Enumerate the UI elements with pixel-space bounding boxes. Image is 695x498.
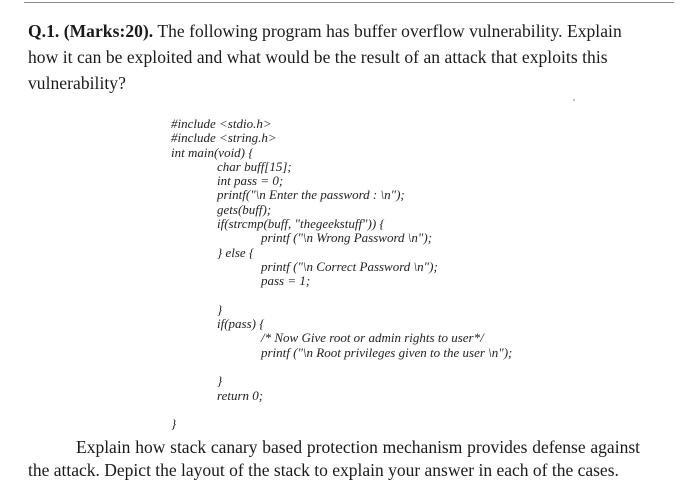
code-line: [171, 360, 631, 374]
code-line: int main(void) {: [171, 144, 254, 160]
code-line: printf ("\n Wrong Password \n");: [261, 230, 433, 246]
code-line: [171, 289, 631, 303]
code-line: int pass = 0;: [217, 173, 284, 189]
code-line: return 0;: [217, 387, 264, 403]
question-label: Q.1. (Marks:20).: [28, 21, 154, 41]
scan-speck: [573, 99, 575, 101]
code-line: if(strcmp(buff, "thegeekstuff")) {: [217, 216, 385, 232]
code-line: pass = 1;: [261, 273, 311, 289]
code-line: char buff[15];: [217, 158, 292, 174]
code-line: printf("\n Enter the password : \n");: [217, 187, 405, 203]
code-line: /* Now Give root or admin rights to user*/: [261, 330, 484, 346]
top-divider: [24, 2, 674, 3]
code-line: #include <string.h>: [171, 130, 277, 146]
code-line: #include <stdio.h>: [171, 116, 272, 131]
code-line: if(pass) {: [217, 316, 265, 332]
code-line: gets(buff);: [217, 201, 272, 217]
code-line: printf ("\n Correct Password \n");: [261, 258, 438, 274]
code-line: printf ("\n Root privileges given to the user \n");: [261, 344, 513, 360]
code-line: }: [171, 416, 177, 432]
code-line: } else {: [217, 244, 255, 260]
followup-paragraph: Explain how stack canary based protection mechanism provides defense against the attack. Depict the layout of the stack to explain your answer in each of the cases.: [28, 437, 640, 480]
code-line: }: [217, 301, 223, 317]
code-listing: [171, 117, 631, 432]
question-text: The following program has buffer overflow vulnerability. Explain how it can be exploited and what would be the result of an attack that exploits this vulnerability?: [28, 21, 622, 93]
question-paragraph: [28, 18, 648, 96]
code-line: [171, 403, 631, 417]
code-line: }: [217, 373, 223, 389]
